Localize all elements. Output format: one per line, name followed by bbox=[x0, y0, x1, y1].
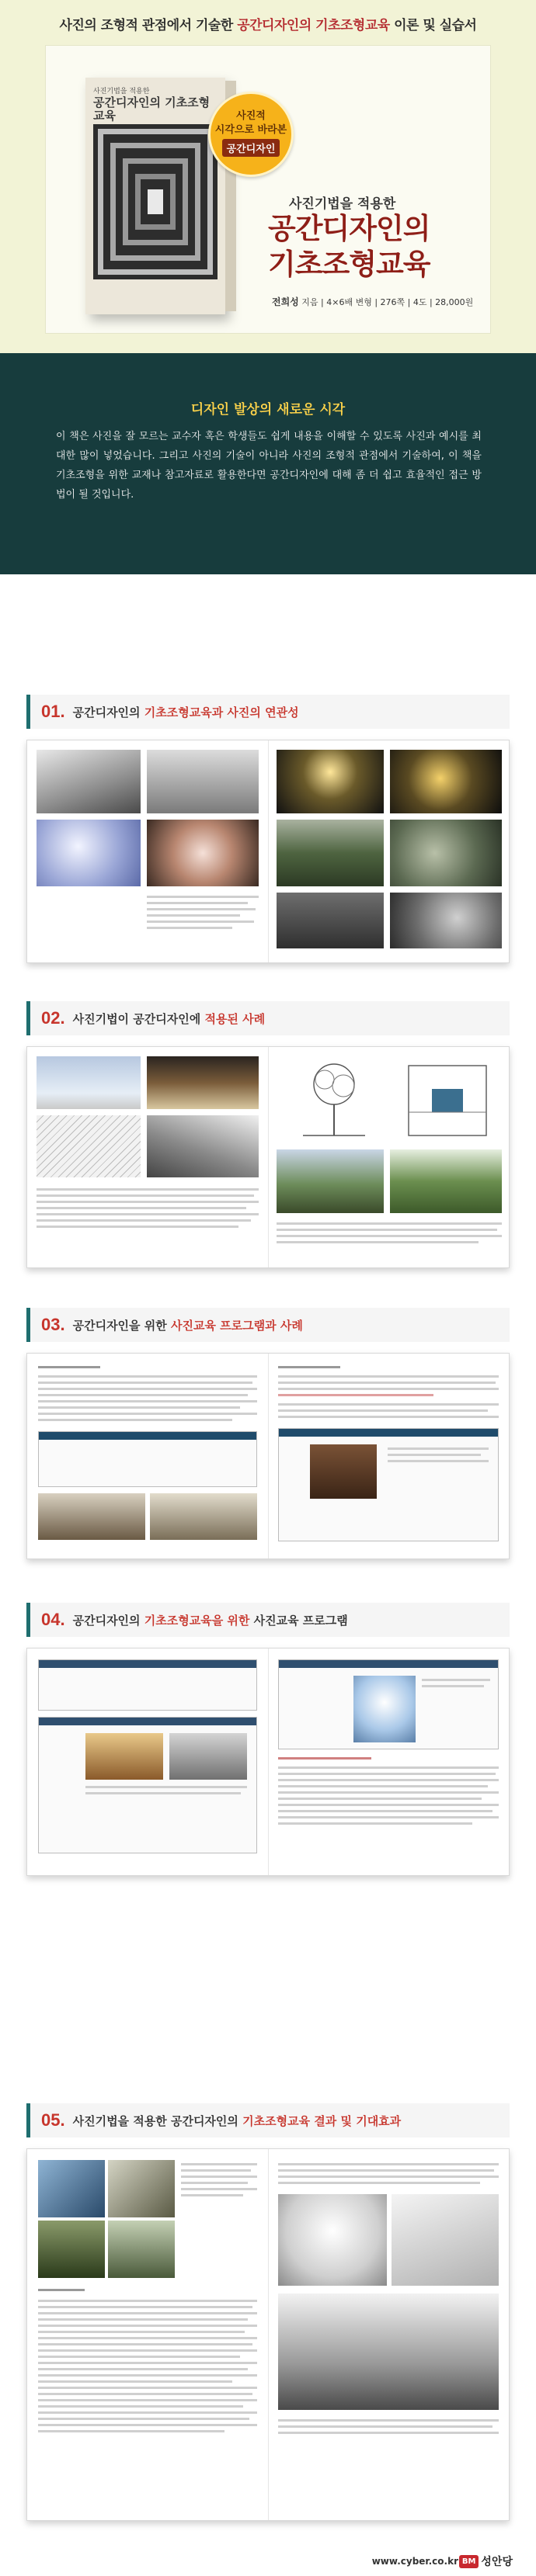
photo-render bbox=[278, 2293, 499, 2410]
photo-night-2 bbox=[390, 750, 502, 813]
hero-title-line2: 기초조형교육 bbox=[268, 247, 430, 281]
spread-left-page bbox=[27, 1047, 268, 1267]
spread-right-page bbox=[268, 2149, 509, 2520]
hero-subtitle: 사진기법을 적용한 bbox=[289, 196, 396, 212]
publisher-logo-mark: BM bbox=[459, 2555, 479, 2568]
photo-face bbox=[390, 893, 502, 948]
photo-exhibit bbox=[38, 1493, 145, 1540]
hero-banner bbox=[0, 0, 536, 353]
section-05 bbox=[26, 2103, 510, 2521]
section-header bbox=[26, 1603, 510, 1637]
section-title: 공간디자인을 위한 사진교육 프로그램과 사례 bbox=[72, 1318, 303, 1333]
section-02 bbox=[26, 1001, 510, 1268]
photo-sky bbox=[37, 1056, 141, 1109]
section-01 bbox=[26, 695, 510, 963]
hero-title-line1: 공간디자인의 bbox=[268, 211, 430, 245]
footer bbox=[0, 2547, 536, 2576]
book-cover-photo bbox=[93, 124, 218, 279]
tree-diagram bbox=[280, 1058, 388, 1143]
intro-title: 디자인 발상의 새로운 시각 bbox=[190, 402, 346, 418]
spread-left-page bbox=[27, 1354, 268, 1558]
section-title: 사진기법을 적용한 공간디자인의 기초조형교육 결과 및 기대효과 bbox=[72, 2113, 402, 2128]
spread-left-page bbox=[27, 2149, 268, 2520]
book-spread-preview bbox=[26, 1046, 510, 1268]
spread-left-page bbox=[27, 1649, 268, 1875]
book-cover-title: 공간디자인의 기초조형교육 bbox=[93, 95, 211, 123]
photo-field bbox=[38, 2221, 105, 2278]
photo-architecture bbox=[147, 1115, 259, 1177]
figure-diagram bbox=[393, 1058, 502, 1143]
section-header bbox=[26, 1001, 510, 1035]
section-header bbox=[26, 2103, 510, 2137]
photo-exhibit-2 bbox=[150, 1493, 257, 1540]
program-table bbox=[278, 1428, 499, 1541]
book-meta: 전희성 지음 | 4×6배 변형 | 276쪽 | 4도 | 28,000원 bbox=[272, 296, 474, 307]
section-number: 05. bbox=[41, 2110, 65, 2130]
program-table bbox=[38, 1431, 257, 1487]
section-number: 01. bbox=[41, 702, 65, 721]
spread-right-page bbox=[268, 1354, 509, 1558]
curriculum-table bbox=[278, 1659, 499, 1749]
photo-rocks bbox=[108, 2160, 175, 2217]
section-04 bbox=[26, 1603, 510, 1876]
section-03 bbox=[26, 1308, 510, 1559]
photo-night bbox=[277, 750, 384, 813]
photo-tree bbox=[277, 820, 384, 886]
section-title: 사진기법이 공간디자인에 적용된 사례 bbox=[72, 1011, 266, 1026]
photo-brick-wall bbox=[310, 1444, 377, 1499]
photo-poster bbox=[353, 1676, 416, 1742]
publisher-logo-text: 성안당 bbox=[481, 2556, 513, 2568]
photo-room bbox=[169, 1733, 247, 1780]
spread-right-page bbox=[268, 1649, 509, 1875]
book-spread-preview bbox=[26, 740, 510, 963]
photo-spiral bbox=[390, 820, 502, 886]
photo-model bbox=[392, 2194, 499, 2286]
section-title: 공간디자인의 기초조형교육과 사진의 연관성 bbox=[72, 705, 299, 719]
section-title: 공간디자인의 기초조형교육을 위한 사진교육 프로그램 bbox=[72, 1613, 348, 1628]
photo-feather bbox=[147, 820, 259, 886]
section-number: 03. bbox=[41, 1315, 65, 1334]
photo-landscape bbox=[277, 1149, 384, 1213]
intro-body: 이 책은 사진을 잘 모르는 교수자 혹은 학생들도 쉽게 내용을 이해할 수 있도록 사진과 예시를 최대한 많이 넣었습니다. 그리고 사진의 기술이 아니라 사진의 조형적 관점에서 기술하여, 이 책을 기초조형을 위한 교재나 참고자료로 활용한다면 공간디자인에 대해 좀 더 쉽고 효율적인 접근 방법이 될 것입니다. bbox=[56, 431, 482, 501]
publisher-logo bbox=[459, 2553, 513, 2569]
photo-garden bbox=[390, 1149, 502, 1213]
book-author: 전희성 bbox=[272, 296, 299, 307]
photo-plaza bbox=[108, 2221, 175, 2278]
curriculum-table bbox=[38, 1717, 257, 1853]
photo-ceiling bbox=[38, 2160, 105, 2217]
photo-interior bbox=[147, 1056, 259, 1109]
intro-band bbox=[0, 353, 536, 574]
book-cover-small-title: 사진기법을 적용한 bbox=[93, 88, 150, 95]
section-header bbox=[26, 695, 510, 729]
photo-pattern bbox=[37, 820, 141, 886]
spread-right-page bbox=[268, 1047, 509, 1267]
section-number: 04. bbox=[41, 1610, 65, 1629]
curriculum-table bbox=[38, 1659, 257, 1711]
hero-headline-highlight: 공간디자인의 기초조형교육 bbox=[237, 18, 390, 33]
book-spread-preview bbox=[26, 1648, 510, 1876]
sketch-drawing bbox=[37, 1115, 141, 1177]
photo-stone bbox=[277, 893, 384, 948]
book-spread-preview bbox=[26, 1353, 510, 1559]
book-spread-preview bbox=[26, 2148, 510, 2521]
photo-sphere bbox=[278, 2194, 387, 2286]
section-number: 02. bbox=[41, 1008, 65, 1028]
photo-corridor bbox=[85, 1733, 163, 1780]
photo-building-2 bbox=[147, 750, 259, 813]
book-cover bbox=[85, 78, 225, 314]
spread-left-page bbox=[27, 740, 268, 962]
hero-headline: 사진의 조형적 관점에서 기술한 공간디자인의 기초조형교육 이론 및 실습서 bbox=[59, 18, 477, 33]
photo-building bbox=[37, 750, 141, 813]
publisher-url[interactable]: www.cyber.co.kr bbox=[371, 2556, 458, 2567]
spread-right-page bbox=[268, 740, 509, 962]
section-header bbox=[26, 1308, 510, 1342]
badge-seal: 사진적 시각으로 바라본 공간디자인 bbox=[208, 92, 294, 177]
